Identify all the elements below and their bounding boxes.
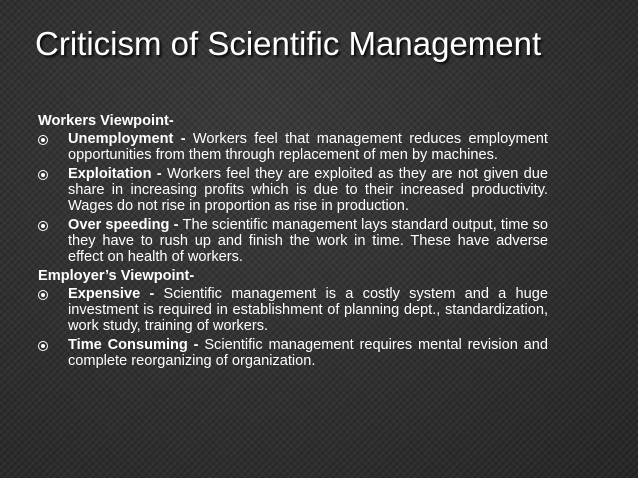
bullet-separator: - [187,337,205,353]
bullet-circle-icon [38,221,48,231]
bullet-item-unemployment [38,131,548,163]
bullet-term: Time Consuming [68,337,188,353]
section-heading-workers: Workers Viewpoint- [38,113,174,129]
bullet-text: Scientific management requires mental revision and complete reorganizing of organization. [68,337,548,369]
bullet-text: Workers feel they are exploited as they are not given due share in increasing profits which is due to their increased productivity. Wages do not rise in proportion as rise in production. [68,166,548,214]
bullet-term: Expensive [68,286,141,302]
bullet-term: Over speeding [68,217,170,233]
bullet-item-over-speeding [38,217,548,265]
bullet-separator: - [140,286,164,302]
bullet-circle-icon [38,135,48,145]
bullet-text: The scientific management lays standard output, time so they have to rush up and finish the work in time. These have adverse effect on health of workers. [68,217,548,265]
bullet-text: Workers feel that management reduces employment opportunities from them through replacement of men by machines. [68,131,548,163]
bullet-separator: - [169,217,183,233]
slide-title: Criticism of Scientific Management [35,25,542,62]
slide-body [38,113,548,372]
bullet-separator: - [151,166,167,182]
bullet-term: Exploitation [68,166,152,182]
bullet-item-expensive [38,286,548,334]
bullet-text: Scientific management is a costly system and a huge investment is required in establishment of planning dept., standardization, work study, training of workers. [68,286,548,334]
bullet-circle-icon [38,290,48,300]
bullet-term: Unemployment [68,131,174,147]
bullet-item-exploitation [38,166,548,214]
bullet-circle-icon [38,170,48,180]
bullet-circle-icon [38,341,48,351]
bullet-item-time-consuming [38,337,548,369]
section-heading-employers: Employer’s Viewpoint- [38,268,195,284]
bullet-separator: - [173,131,193,147]
